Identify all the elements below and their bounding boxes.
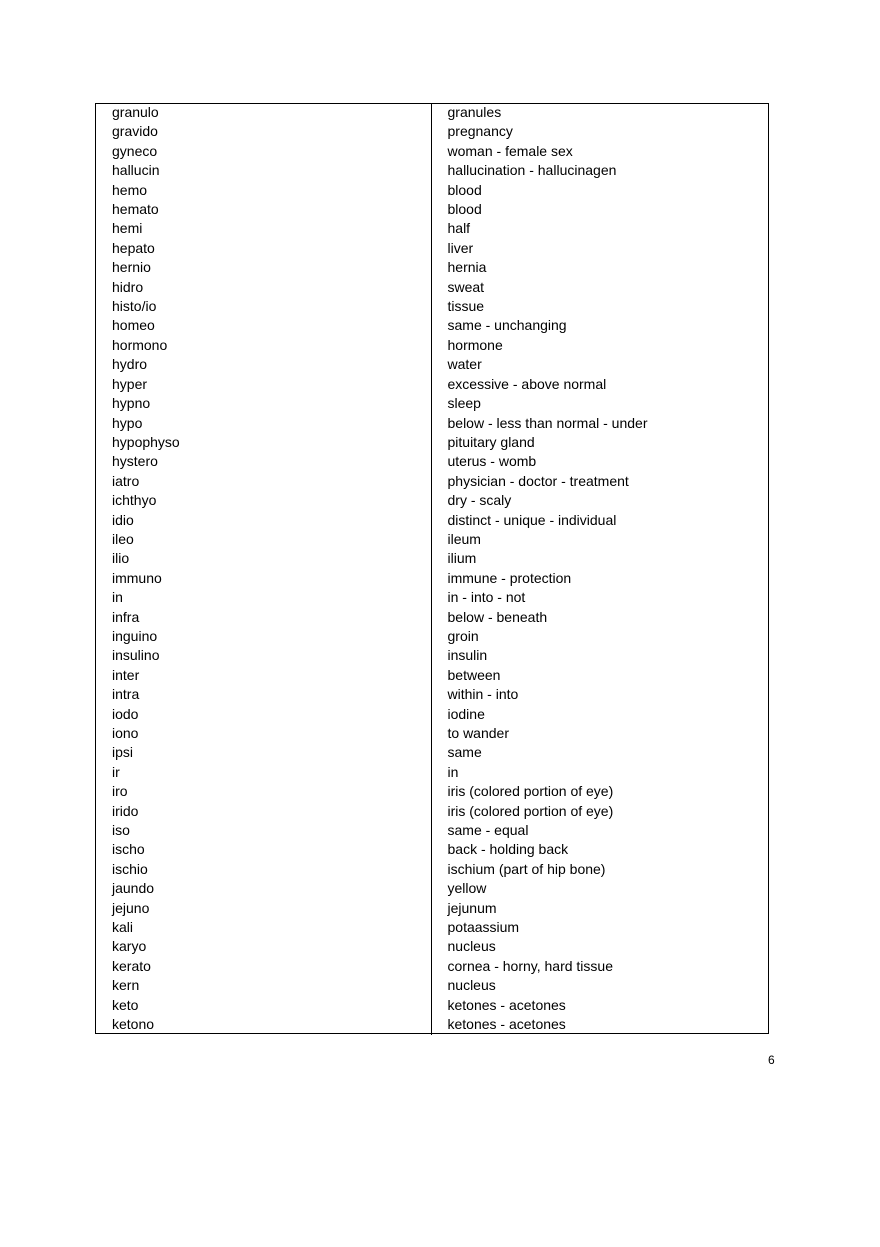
- meaning-cell: potaassium: [447, 919, 520, 936]
- root-cell: irido: [95, 802, 431, 821]
- meaning-cell: blood: [447, 181, 482, 198]
- table-row: [95, 394, 769, 413]
- meaning-cell: same: [447, 744, 482, 761]
- meaning-cell: dry - scaly: [447, 492, 512, 509]
- root-cell: hypno: [95, 394, 431, 413]
- table-row: [95, 588, 769, 607]
- table-row: [95, 569, 769, 588]
- table-row: [95, 414, 769, 433]
- root-cell: iro: [95, 782, 431, 801]
- root-cell: iono: [95, 724, 431, 743]
- table-row: [95, 724, 769, 743]
- root-cell: kern: [95, 976, 431, 995]
- page-number: 6: [768, 1053, 775, 1067]
- root-cell: idio: [95, 511, 431, 530]
- table-row: [95, 957, 769, 976]
- root-cell: ischio: [95, 860, 431, 879]
- root-cell: insulino: [95, 646, 431, 665]
- root-cell: inguino: [95, 627, 431, 646]
- meaning-cell: ileum: [447, 530, 481, 547]
- root-cell: ilio: [95, 549, 431, 568]
- glossary-table-body: [95, 103, 769, 1035]
- root-cell: hypophyso: [95, 433, 431, 452]
- meaning-cell: ketones - acetones: [447, 1016, 566, 1033]
- root-cell: iodo: [95, 705, 431, 724]
- table-row: [95, 666, 769, 685]
- root-cell: iatro: [95, 472, 431, 491]
- table-row: [95, 355, 769, 374]
- root-cell: gravido: [95, 122, 431, 141]
- root-cell: kerato: [95, 957, 431, 976]
- table-row: [95, 860, 769, 879]
- meaning-cell: insulin: [447, 647, 488, 664]
- table-row: [95, 782, 769, 801]
- table-row: [95, 375, 769, 394]
- table-row: [95, 549, 769, 568]
- meaning-cell: pregnancy: [447, 123, 513, 140]
- meaning-cell: distinct - unique - individual: [447, 511, 617, 528]
- table-row: [95, 1015, 769, 1034]
- meaning-cell: cornea - horny, hard tissue: [447, 957, 613, 974]
- meaning-cell: iris (colored portion of eye): [447, 783, 614, 800]
- meaning-cell: yellow: [447, 880, 487, 897]
- meaning-cell: hormone: [447, 336, 503, 353]
- root-cell: inter: [95, 666, 431, 685]
- root-cell: hormono: [95, 336, 431, 355]
- meaning-cell: back - holding back: [447, 841, 569, 858]
- meaning-cell: excessive - above normal: [447, 375, 607, 392]
- root-cell: hallucin: [95, 161, 431, 180]
- table-row: [95, 103, 769, 122]
- table-row: [95, 142, 769, 161]
- table-row: [95, 937, 769, 956]
- meaning-cell: iodine: [447, 705, 485, 722]
- root-cell: ketono: [95, 1015, 431, 1034]
- meaning-cell: water: [447, 356, 482, 373]
- root-cell: ichthyo: [95, 491, 431, 510]
- table-row: [95, 530, 769, 549]
- table-row: [95, 297, 769, 316]
- meaning-cell: same - equal: [447, 822, 529, 839]
- root-cell: granulo: [95, 103, 431, 122]
- meaning-cell: in - into - not: [447, 589, 526, 606]
- root-cell: iso: [95, 821, 431, 840]
- table-row: [95, 646, 769, 665]
- table-row: [95, 627, 769, 646]
- root-cell: histo/io: [95, 297, 431, 316]
- meaning-cell: tissue: [447, 298, 485, 315]
- root-cell: hemi: [95, 219, 431, 238]
- root-cell: karyo: [95, 937, 431, 956]
- root-cell: hydro: [95, 355, 431, 374]
- table-row: [95, 433, 769, 452]
- meaning-cell: pituitary gland: [447, 433, 535, 450]
- root-cell: ileo: [95, 530, 431, 549]
- table-row: [95, 258, 769, 277]
- table-row: [95, 821, 769, 840]
- table-row: [95, 743, 769, 762]
- root-cell: ischo: [95, 840, 431, 859]
- table-row: [95, 316, 769, 335]
- meaning-cell: ischium (part of hip bone): [447, 860, 606, 877]
- root-cell: hyper: [95, 375, 431, 394]
- meaning-cell: granules: [447, 104, 502, 120]
- meaning-cell: uterus - womb: [447, 453, 537, 470]
- meaning-cell: sweat: [447, 278, 485, 295]
- meaning-cell: nucleus: [447, 938, 496, 955]
- meaning-cell: to wander: [447, 725, 509, 741]
- table-row: [95, 200, 769, 219]
- meaning-cell: nucleus: [447, 977, 496, 994]
- table-row: [95, 511, 769, 530]
- table-row: [95, 899, 769, 918]
- root-cell: hemato: [95, 200, 431, 219]
- meaning-cell: physician - doctor - treatment: [447, 472, 629, 489]
- root-cell: jejuno: [95, 899, 431, 918]
- root-cell: hidro: [95, 278, 431, 297]
- table-row: [95, 685, 769, 704]
- meaning-cell: within - into: [447, 686, 519, 703]
- root-cell: hemo: [95, 181, 431, 200]
- meaning-cell: half: [447, 220, 471, 237]
- root-cell: in: [95, 588, 431, 607]
- meaning-cell: in: [447, 763, 459, 780]
- table-row: [95, 239, 769, 258]
- meaning-cell: ilium: [447, 550, 477, 567]
- table-row: [95, 219, 769, 238]
- root-cell: jaundo: [95, 879, 431, 898]
- table-row: [95, 705, 769, 724]
- meaning-cell: between: [447, 666, 501, 683]
- root-cell: intra: [95, 685, 431, 704]
- meaning-cell: woman - female sex: [447, 142, 573, 159]
- meaning-cell: groin: [447, 627, 479, 644]
- glossary-table: [95, 103, 769, 1035]
- table-row: [95, 181, 769, 200]
- table-row: [95, 996, 769, 1015]
- table-row: [95, 918, 769, 937]
- meaning-cell: iris (colored portion of eye): [447, 802, 614, 819]
- table-row: [95, 472, 769, 491]
- meaning-cell: hernia: [447, 259, 487, 276]
- table-row: [95, 491, 769, 510]
- table-row: [95, 452, 769, 471]
- table-row: [95, 763, 769, 782]
- root-cell: ir: [95, 763, 431, 782]
- meaning-cell: sleep: [447, 395, 481, 412]
- root-cell: keto: [95, 996, 431, 1015]
- meaning-cell: ketones - acetones: [447, 996, 566, 1013]
- table-row: [95, 608, 769, 627]
- root-cell: homeo: [95, 316, 431, 335]
- root-cell: kali: [95, 918, 431, 937]
- root-cell: hepato: [95, 239, 431, 258]
- meaning-cell: same - unchanging: [447, 317, 567, 334]
- meaning-cell: hallucination - hallucinagen: [447, 162, 617, 179]
- meaning-cell: below - less than normal - under: [447, 414, 648, 431]
- table-row: [95, 278, 769, 297]
- root-cell: infra: [95, 608, 431, 627]
- meaning-cell: jejunum: [447, 899, 497, 916]
- root-cell: hystero: [95, 452, 431, 471]
- root-cell: hernio: [95, 258, 431, 277]
- meaning-cell: below - beneath: [447, 608, 548, 625]
- meaning-cell: immune - protection: [447, 569, 572, 586]
- table-row: [95, 976, 769, 995]
- root-cell: ipsi: [95, 743, 431, 762]
- root-cell: hypo: [95, 414, 431, 433]
- table-row: [95, 161, 769, 180]
- table-row: [95, 802, 769, 821]
- root-cell: immuno: [95, 569, 431, 588]
- table-row: [95, 122, 769, 141]
- table-row: [95, 336, 769, 355]
- meaning-cell: liver: [447, 239, 474, 256]
- root-cell: gyneco: [95, 142, 431, 161]
- meaning-cell: blood: [447, 201, 482, 218]
- table-row: [95, 879, 769, 898]
- table-row: [95, 840, 769, 859]
